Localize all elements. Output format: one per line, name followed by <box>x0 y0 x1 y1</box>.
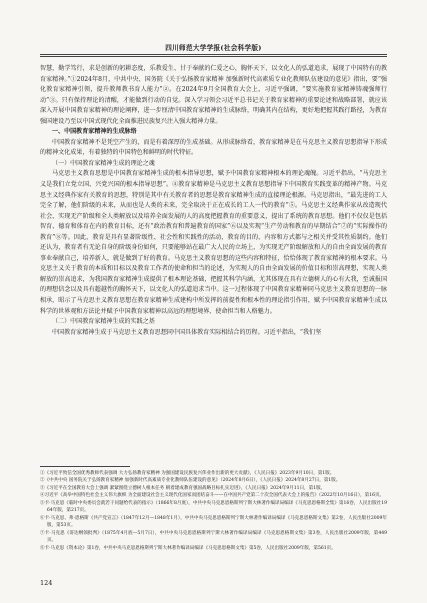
page-number: 124 <box>40 579 53 587</box>
paragraph: 中国教育家精神生成于马克思主义教育思想同中国具体教育实际相结合的历程。习近平指出，“我们坚 <box>52 328 322 336</box>
article-body <box>40 64 387 338</box>
section-heading: 一、中国教育家精神的生成脉络 <box>52 128 137 136</box>
footnote: ①《习近平致信全国优秀教师代表强调 大力弘扬教育家精神 为强国建设民族复兴伟业作出新的更大贡献》，《人民日报》2023年9月10日，第1版。 <box>40 471 335 476</box>
footnote-rule <box>40 466 130 467</box>
running-head: 四川师范大学学报(社会科学版) <box>165 44 262 52</box>
paragraph-intro: 智慧，勤学笃行，求是创新的躬耕态度，乐教爱生、甘于奉献的仁爱之心，胸怀天下、以文化人的弘道追求，展现了中国特有的教育家精神。”①2024年8月，中共中央、国务院《关于弘扬教育家精神 加强新时代高素质专业化教师队伍建设的意见》指出，要“强化教育家精神引领，提升教师教书育人能力”②。在2024年9月全国教育大会上，习近平强调，“要实施教育家精神铸魂强师行动”③。只有保持理论的清醒，才能做到行动的自觉。深入学习领会习近平总书记关于教育家精神的重要论述和战略部署，就应该深入开展中国教育家精神的理论阐释，进一步厘清中国教育家精神的生成脉络，明确其内在结构，更好地把握其践行路径，为教育强国建设乃至以中国式现代化全面推进民族复兴注入强大精神力量。 <box>40 65 387 125</box>
footnote: ③《习近平在全国教育大会上强调 紧紧围绕立德树人根本任务 朝着建成教育强国战略目标扎实迈进》，《人民日报》2024年9月11日，第1版。 <box>40 485 326 491</box>
footnote: ⑥卡·马克思、弗·恩格斯《共产党宣言》（1847年12月—1848年1月），中共中央马克思恩格斯列宁斯大林著作编译局编译《马克思恩格斯文集》第2卷，人民出版社2009年版，第53页。 <box>40 515 387 529</box>
subsection-heading: （二）中国教育家精神生成的实践之基 <box>52 318 155 326</box>
subsection-heading: （一）中国教育家精神生成的理论之魂 <box>52 159 155 167</box>
footnote: ④习近平《高举中国特色社会主义伟大旗帜 为全面建设社会主义现代化国家而团结奋斗——在中国共产党第二十次全国代表大会上的报告》（2022年10月16日），第16页。 <box>40 493 385 499</box>
footnotes <box>40 470 387 552</box>
footnote: ②《中共中央 国务院关于弘扬教育家精神 加强新时代高素质专业化教师队伍建设的意见》（2024年8月6日），《人民日报》2024年8月27日，第1版。 <box>40 478 341 484</box>
paragraph: 马克思主义教育思想是中国教育家精神生成的根本指导思想，赋予中国教育家精神根本的理论魂魄。习近平指出，“马克思主义是我们立党立国、兴党兴国的根本指导思想”。④教育家精神是马克思主义教育思想指导下中国教育实践变革的精神产物。马克思主义经典作家有关教育的思想，特别是其中有关教育者的思想是教育家精神生成的直接理论根源。马克思指出，“最先进的工人完全了解，他们阶级的未来，从而也是人类的未来，完全取决于正在成长的工人一代的教育”⑤。马克思主义经典作家从改造现代社会、实现无产阶级和全人类解放以及培养全面发展的人的高度把握教育的重要意义，提出了系统的教育思想。他们不仅仅是包括智育、德育和体育在内的教育目标，还有“政治教育和普遍教育的国家”⑥以及实现“生产劳动和教育的早期结合”⑦的“实际操作的教育”⑧等。因此，教育是具有显著阶级性、社会性和实践性的活动，教育的目的、内容和方式都与之相关并受其性质制约。他们还认为，教育者有无论自身的阶级身份如何，只要能够站在最广大人民的立场上，为实现无产阶级解放和人的自由全面发展的教育事业奉献自己，培养新人，就是做到了好的教育。马克思主义教育思想的这些内容和特征，恰恰体现了教育家精神的根本要求。马克思主义关于教育的本质和目标以及教育工作者的使命和担当的论述，为实现人的自由全面发展的价值目标和崇高理想，实现人类解放的崇高追求，为我国教育家精神生成提供了根本理论基础，把握其科学内涵，尤其体现在具有立德树人的心有大我，至诚报国的理想信念以及具有超越性的胸怀天下，以文化人的弘道追求当中。这一过程体现了中国教育家精神同马克思主义教育思想的一脉相承，昭示了马克思主义教育思想在教育家精神生成建构中所发挥的前提性和根本性的理论指引作用，赋予中国教育家精神生成以科学的世界观和方法论并赋予中国教育家精神以高远的理想境界、使命担当和人格魅力。 <box>40 170 387 315</box>
paragraph: 中国教育家精神不是凭空产生的，而是有着深厚的生成基础。从形成脉络看，教育家精神是在马克思主义教育思想指导下形成的精神文化成果，有着独特的中国特色和鲜明的时代特征。 <box>40 138 387 157</box>
footnote: ⑧卡·马克思《资本论》第1卷，中共中央马克思恩格斯列宁斯大林著作编译局编译《马克思恩格斯文集》第5卷，人民出版社2009年版，第561页。 <box>40 545 336 551</box>
header-rule-secondary <box>40 56 387 57</box>
footnote: ⑤卡·马克思《临时中央委员会就若干问题给代表的指示》（1866年8月底），中共中央马克思恩格斯列宁斯大林著作编译局编译《马克思恩格斯全集》第16卷，人民出版社1964年版，第217页。 <box>40 500 387 514</box>
footnote: ⑦卡·马克思《哥达纲领批判》（1875年4月底—5月7日），中共中央马克思恩格斯列宁斯大林著作编译局编译《马克思恩格斯文集》第3卷，人民出版社2009年版，第449页。 <box>40 530 387 544</box>
header-rule <box>40 54 387 55</box>
